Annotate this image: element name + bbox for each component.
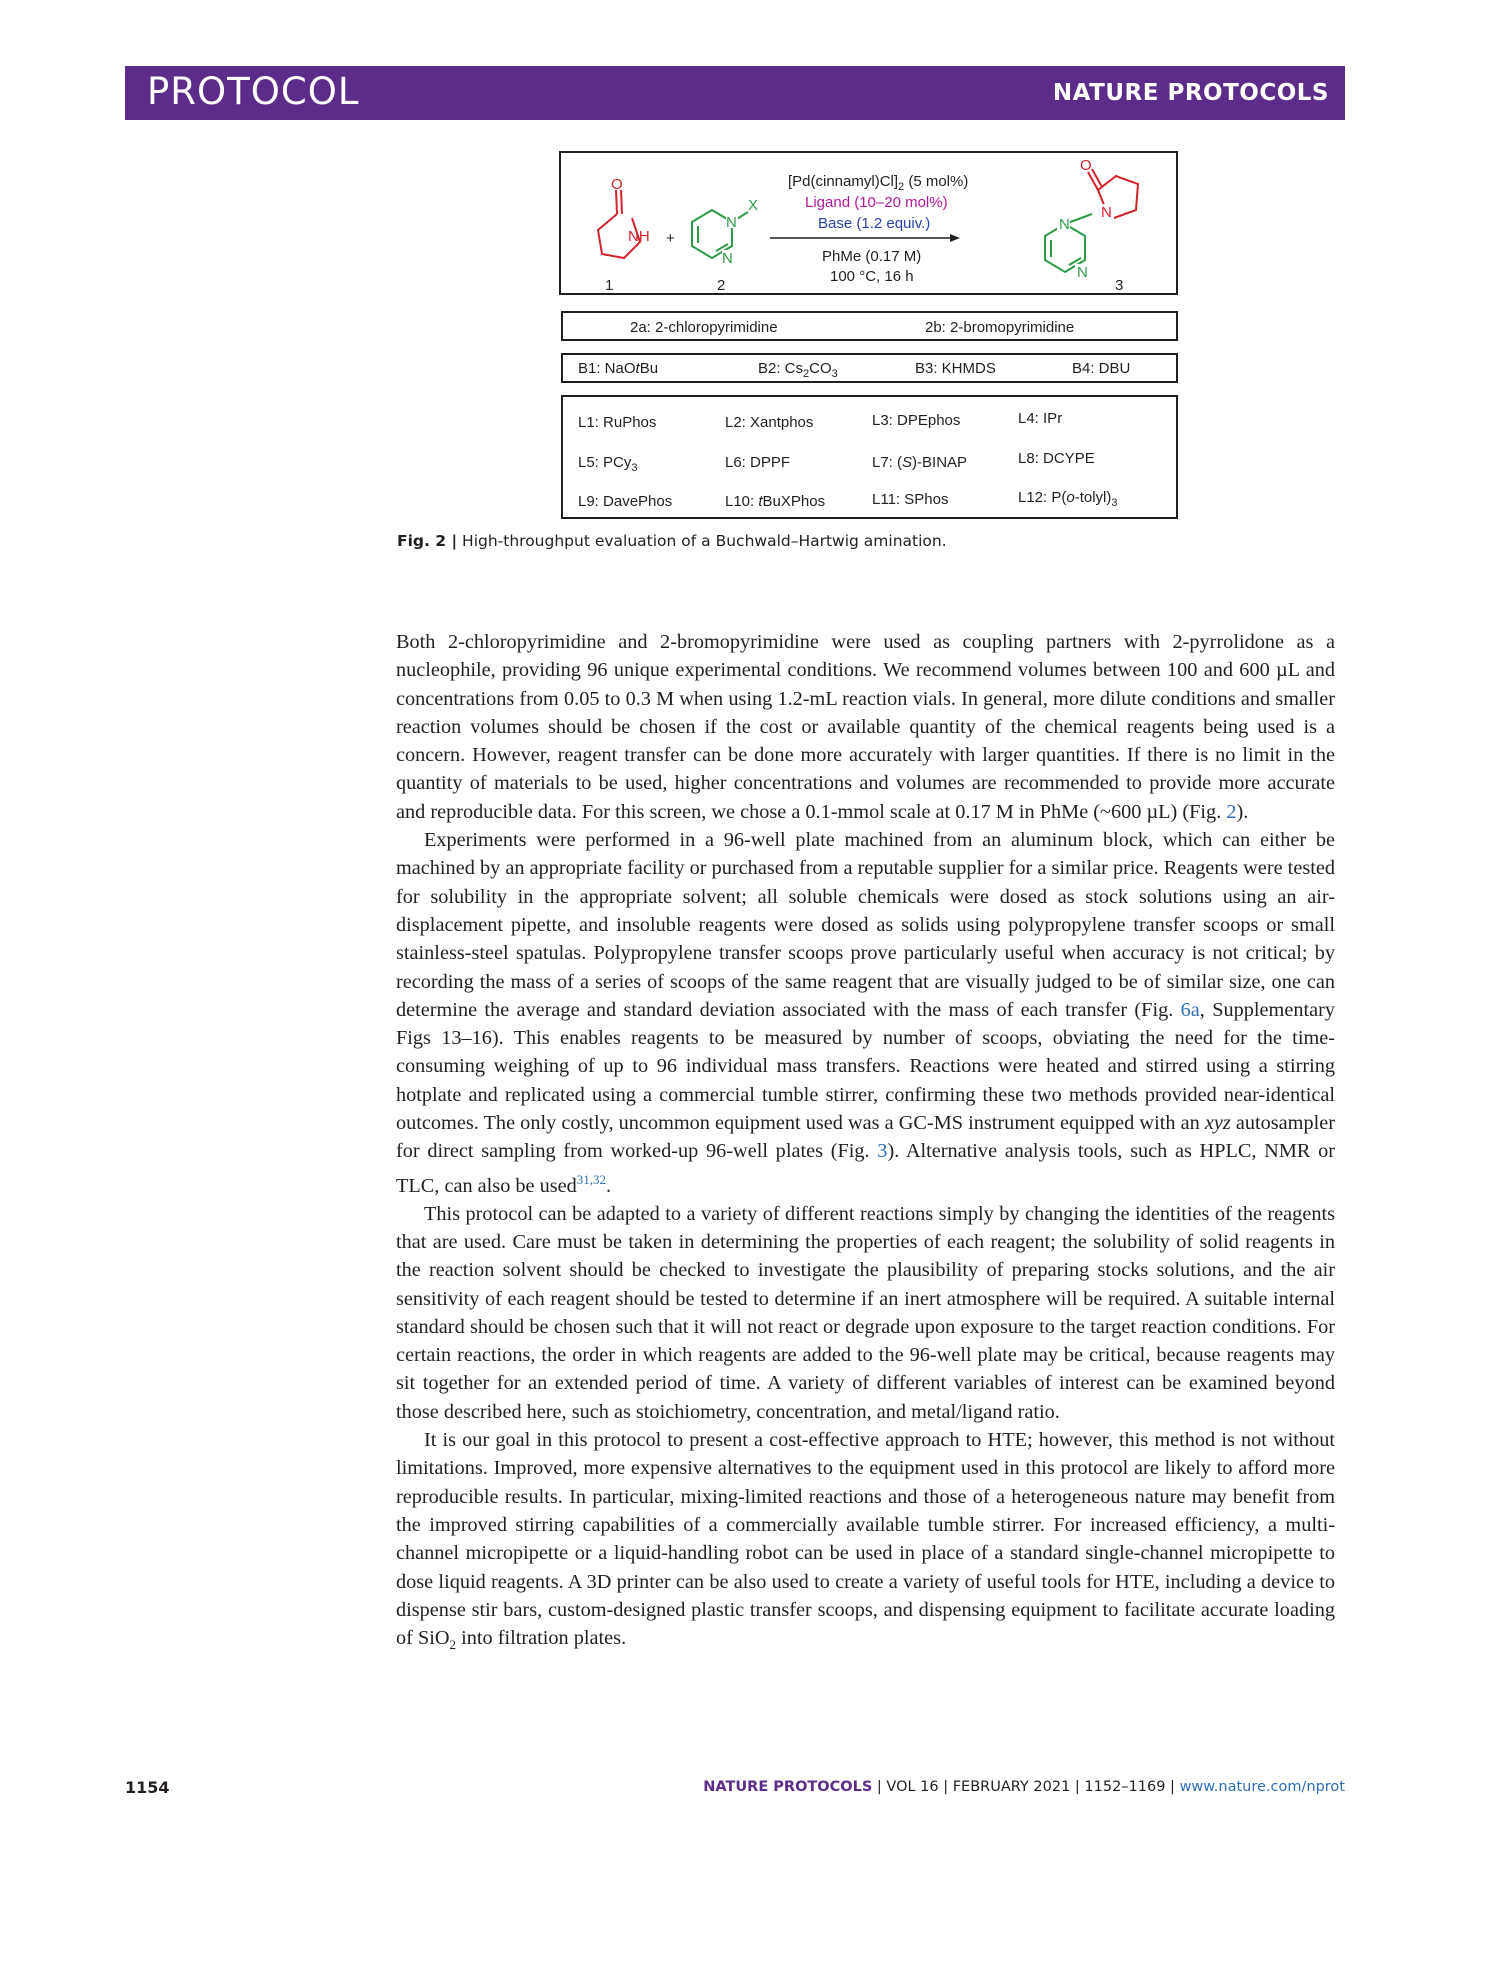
ligand-L5: L5: PCy$_3$ <box>578 454 638 474</box>
ligand-L11: L11: SPhos <box>872 491 949 508</box>
temperature-text: 100 °C, 16 h <box>830 268 914 285</box>
label-N-3b: N <box>1077 264 1088 281</box>
fig-6a-link[interactable]: 6a <box>1180 998 1200 1021</box>
label-X: X <box>748 197 759 214</box>
solvent-text: PhMe (0.17 M) <box>822 248 922 265</box>
substrate-2a: 2a: 2-chloropyrimidine <box>630 319 778 336</box>
label-O-1: O <box>611 176 623 193</box>
base-B4: B4: DBU <box>1072 360 1131 377</box>
ligand-L2: L2: Xantphos <box>725 414 814 431</box>
footer-details: | VOL 16 | FEBRUARY 2021 | 1152–1169 | <box>872 1779 1180 1795</box>
citation-31-32[interactable]: 31,32 <box>576 1171 607 1187</box>
page-number: 1154 <box>125 1778 170 1797</box>
paragraph-3: This protocol can be adapted to a variety of different reactions simply by changing the identities of the reagents that are used. Care must be taken in determining the properties of each reagent; the solubility of solid reagents in the reaction solvent should be checked to investigate the plausibility of preparing stocks solutions, and the air sensitivity of each reagent should be tested to determine if an inert atmosphere will be required. A suitable internal standard should be chosen such that it will not react or degrade upon exposure to the target reaction conditions. For certain reactions, the order in which reagents are added to the 96-well plate may be critical, because reagents may sit together for an extended period of time. A variety of different variables of interest can be examined beyond those described here, such as stoichiometry, concentration, and metal/ligand ratio. <box>396 1202 1335 1423</box>
figure-2 <box>560 150 1180 520</box>
footer-citation <box>703 1779 1345 1795</box>
label-compound-3: 3 <box>1115 277 1124 294</box>
caption-text: High-throughput evaluation of a Buchwald–Hartwig amination. <box>457 532 947 550</box>
paragraph-2: Experiments were performed in a 96-well plate machined from an aluminum block, which can either be machined by an appropriate facility or purchased from a reputable supplier for a similar price. Reagents were tested for solubility in the appropriate solvent; all soluble chemicals were dosed as stock solutions using an air-displacement pipette, and insoluble reagents were dosed as solids using polypropylene transfer scoops or small stainless-steel spatulas. Polypropylene transfer scoops prove particularly useful when accuracy is not critical; by recording the mass of a series of scoops of the same reagent that are visually judged to be of similar size, one can determine the average and standard deviation associated with the mass of each transfer (Fig. 6a, Supplementary Figs 13–16). This enables reagents to be measured by number of scoops, obviating the need for the time-consuming weighing of up to 96 individual mass transfers. Reactions were heated and stirred using a stirring hotplate and replicated using a commercial tumble stirrer, confirming these two methods provided near-identical outcomes. The only costly, uncommon equipment used was a GC-MS instrument equipped with an xyz autosampler for direct sampling from worked-up 96-well plates (Fig. 3). Alternative analysis tools, such as HPLC, NMR or TLC, can also be used$^{31,32}$. <box>396 829 1335 1197</box>
base-loading: Base (1.2 equiv.) <box>818 215 931 232</box>
figure-caption <box>397 532 947 550</box>
journal-name: NATURE PROTOCOLS <box>1052 80 1329 106</box>
plus-sign: + <box>666 230 675 247</box>
ligand-L6: L6: DPPF <box>725 454 791 471</box>
header-bar <box>125 66 1345 120</box>
label-N-2b: N <box>722 250 733 267</box>
substrate-2b: 2b: 2-bromopyrimidine <box>925 319 1075 336</box>
fig-3-link[interactable]: 3 <box>877 1140 888 1163</box>
footer-url-link[interactable]: www.nature.com/nprot <box>1179 1779 1345 1795</box>
reaction-scheme <box>560 150 1180 520</box>
ligand-L4: L4: IPr <box>1018 410 1063 427</box>
ligand-L3: L3: DPEphos <box>872 412 961 429</box>
body-text <box>396 628 1335 1660</box>
paragraph-4: It is our goal in this protocol to present a cost-effective approach to HTE; however, this method is not without limitations. Improved, more expensive alternatives to the equipment used in this protocol are likely to afford more reproducible results. In particular, mixing-limited reactions and those of a heterogeneous nature may benefit from the improved stirring capabilities of a commercially available tumble stirrer. For increased efficiency, a multi-channel micropipette or a liquid-handling robot can be used in place of a standard single-channel micropipette to dose liquid reagents. A 3D printer can be also used to create a variety of useful tools for HTE, including a device to dispense stir bars, custom-designed plastic transfer scoops, and dispensing equipment to facilitate accurate loading of SiO$_2$ into filtration plates. <box>396 1429 1335 1653</box>
ligand-L12: L12: $P(o-tolyl)_3$ <box>1018 489 1118 509</box>
label-NH: NH <box>628 228 650 245</box>
label-O-3: O <box>1080 157 1092 174</box>
caption-label: Fig. 2 | <box>397 532 458 550</box>
ligand-L1: L1: RuPhos <box>578 414 657 431</box>
catalyst-text: $[Pd(cinnamyl)Cl]_2$ (5 mol%) <box>788 173 969 193</box>
compound-2-structure <box>692 210 748 258</box>
compound-1-structure <box>598 190 640 258</box>
label-compound-2: 2 <box>717 277 726 294</box>
ligand-L8: L8: DCYPE <box>1018 450 1095 467</box>
base-B1: B1: NaOtBu <box>578 360 659 377</box>
ligand-L10: L10: tBuXPhos <box>725 493 826 510</box>
label-compound-1: 1 <box>605 277 614 294</box>
footer-journal: NATURE PROTOCOLS <box>703 1779 873 1795</box>
base-B3: B3: KHMDS <box>915 360 996 377</box>
label-N-2a: N <box>726 214 737 231</box>
label-N-lactam: N <box>1101 204 1112 221</box>
base-B2: B2: $Cs_2CO_3$ <box>758 360 838 380</box>
label-N-3a: N <box>1059 216 1070 233</box>
ligand-loading: Ligand (10–20 mol%) <box>805 194 948 211</box>
section-title: PROTOCOL <box>147 70 360 113</box>
paragraph-1: Both 2-chloropyrimidine and 2-bromopyrimidine were used as coupling partners with 2-pyrrolidone as a nucleophile, providing 96 unique experimental conditions. We recommend volumes between 100 and 600 µL and concentrations from 0.05 to 0.3 M when using 1.2-mL reaction vials. In general, more dilute conditions and smaller reaction volumes should be chosen if the cost or available quantity of the chemical reagents being used is a concern. However, reagent transfer can be done more accurately with larger quantities. If there is no limit in the quantity of materials to be used, higher concentrations and volumes are recommended to provide more accurate and reproducible data. For this screen, we chose a 0.1-mmol scale at 0.17 M in PhMe (~600 µL) (Fig. 2). <box>396 631 1335 823</box>
ligand-L9: L9: DavePhos <box>578 493 673 510</box>
fig-2-link[interactable]: 2 <box>1226 800 1237 823</box>
ligand-L7: L7: (S)-BINAP <box>872 454 968 471</box>
